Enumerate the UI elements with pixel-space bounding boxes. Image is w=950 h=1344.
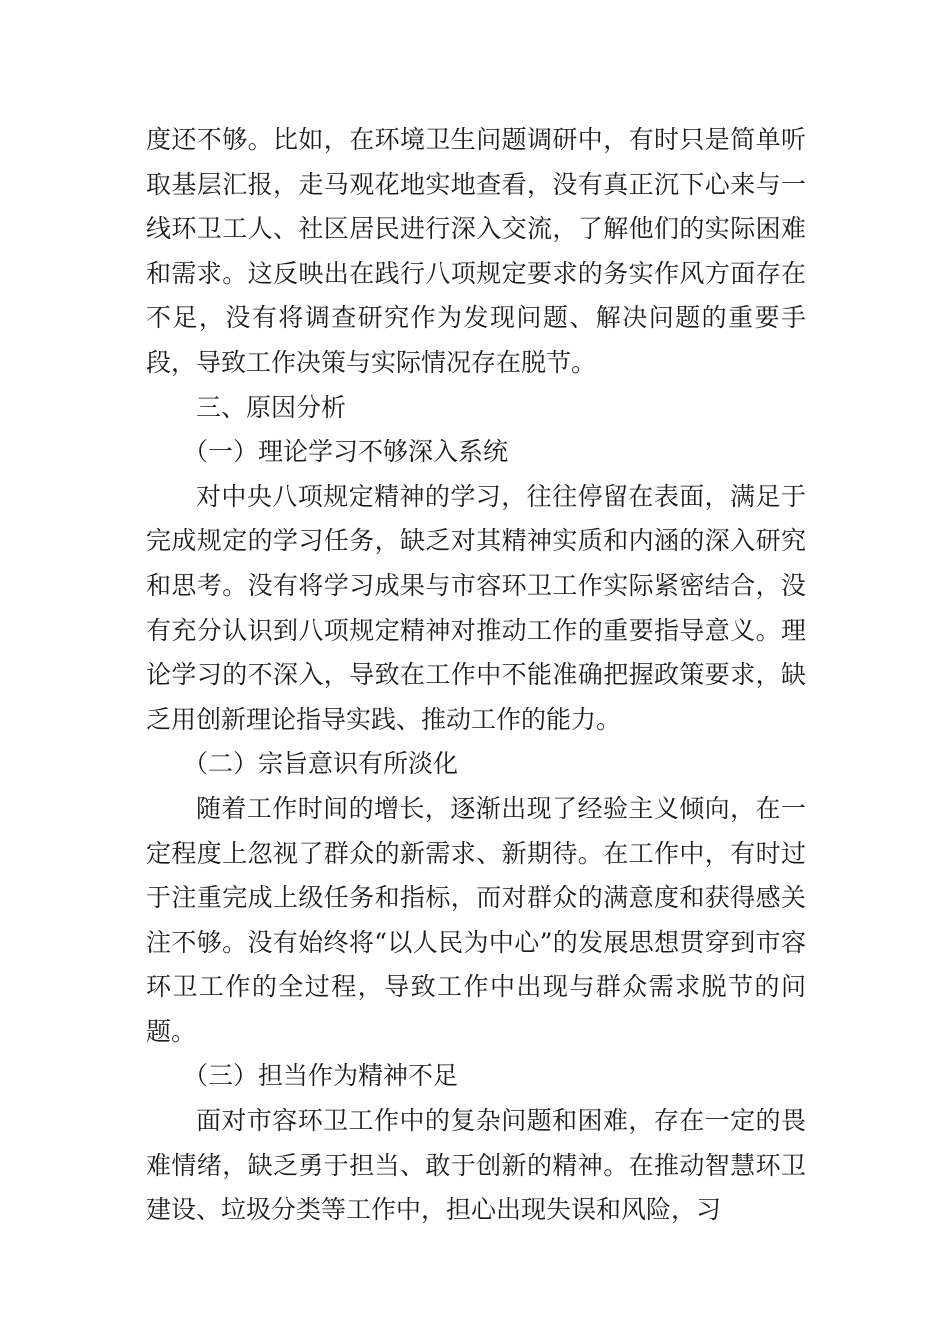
subheading-theory-study: （一）理论学习不够深入系统 (183, 437, 509, 467)
paragraph-responsibility: 面对市容环卫工作中的复杂问题和困难，存在一定的畏难情绪，缺乏勇于担当、敢于创新的精神。在推动智慧环卫建设、垃圾分类等工作中，担心出现失误和风险，习 (146, 1106, 806, 1225)
subheading-purpose-awareness: （二）宗旨意识有所淡化 (183, 749, 459, 779)
document-body (146, 118, 806, 1233)
section-heading-cause-analysis: 三、原因分析 (196, 392, 347, 422)
subheading-responsibility: （三）担当作为精神不足 (183, 1061, 459, 1091)
paragraph-purpose-awareness: 随着工作时间的增长，逐渐出现了经验主义倾向，在一定程度上忽视了群众的新需求、新期待。在工作中，有时过于注重完成上级任务和指标，而对群众的满意度和获得感关注不够。没有始终将“以人民为中心”的发展思想贯穿到市容环卫工作的全过程，导致工作中出现与群众需求脱节的问题。 (146, 793, 806, 1046)
paragraph-continuation: 度还不够。比如，在环境卫生问题调研中，有时只是简单听取基层汇报，走马观花地实地查看，没有真正沉下心来与一线环卫工人、社区居民进行深入交流，了解他们的实际困难和需求。这反映出在践行八项规定要求的务实作风方面存在不足，没有将调查研究作为发现问题、解决问题的重要手段，导致工作决策与实际情况存在脱节。 (146, 125, 806, 377)
paragraph-theory-study: 对中央八项规定精神的学习，往往停留在表面，满足于完成规定的学习任务，缺乏对其精神实质和内涵的深入研究和思考。没有将学习成果与市容环卫工作实际紧密结合，没有充分认识到八项规定精神对推动工作的重要指导意义。理论学习的不深入，导致在工作中不能准确把握政策要求，缺乏用创新理论指导实践、推动工作的能力。 (146, 481, 806, 734)
